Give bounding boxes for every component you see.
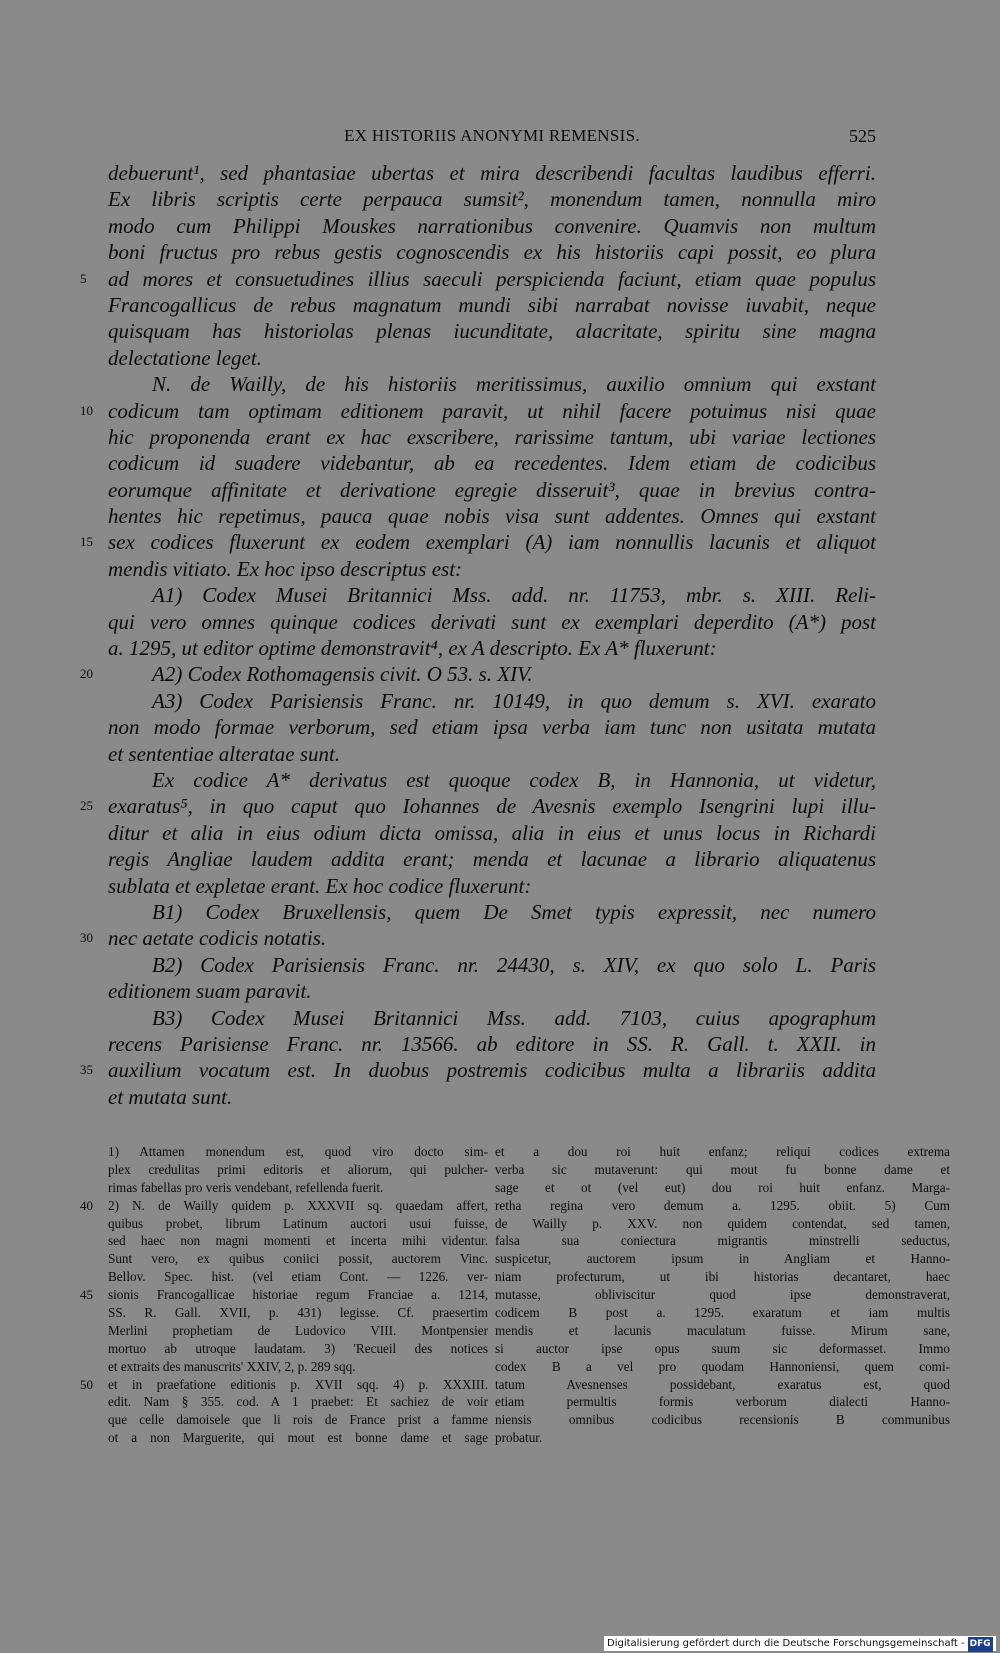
line-text: a. 1295, ut editor optime demonstravit⁴, ex A descripto. Ex A* fluxerunt: — [108, 636, 717, 661]
text-line — [108, 318, 876, 344]
footnote-text: 2) N. de Wailly quidem p. XXXVII sq. quaedam affert, — [108, 1197, 488, 1213]
text-line — [108, 556, 876, 582]
footnote-text: et extraits des manuscrits' XXIV, 2, p. 289 sqq. — [108, 1358, 356, 1374]
footnote-line — [108, 1161, 488, 1179]
line-text: sex codices fluxerunt ex eodem exemplari (A) iam nonnullis lacunis et aliquot — [108, 530, 876, 555]
running-header — [108, 126, 876, 150]
funding-footer — [604, 1636, 996, 1651]
line-text: regis Angliae laudem addita erant; menda et lacunae a librario aliquatenus — [108, 847, 876, 872]
footnote-line: probatur. — [495, 1430, 543, 1446]
text-line — [108, 503, 876, 529]
footnote-line — [108, 1215, 488, 1233]
text-line — [108, 846, 876, 872]
line-number: 10 — [80, 402, 93, 418]
footnote-line — [108, 1268, 488, 1286]
main-text — [80, 160, 876, 1110]
line-number: 40 — [80, 1197, 93, 1213]
footnote-line: mutasse, obliviscitur quod ipse demonstraverat, — [495, 1287, 950, 1303]
text-line — [80, 529, 876, 555]
footnote-text: ot a non Marguerite, qui mout est bonne dame et sage — [108, 1430, 488, 1446]
line-text: codicum id suadere videbantur, ab ea recedentes. Idem etiam de codicibus — [108, 451, 876, 476]
line-text: hentes hic repetimus, pauca quae nobis visa sunt addentes. Omnes qui exstant — [108, 504, 876, 529]
text-line — [108, 952, 876, 978]
text-line — [80, 793, 876, 819]
line-text: eorumque affinitate et derivatione egregie disseruit³, quae in brevius contra- — [108, 477, 876, 502]
footnote-text: Sunt vero, ex quibus coniici possit, auctorem Vinc. — [108, 1251, 488, 1267]
line-text: debuerunt¹, sed phantasiae ubertas et mira describendi facultas laudibus efferri. — [108, 161, 876, 185]
footnote-line: etiam permultis formis verborum dialecti Hanno- — [495, 1394, 950, 1410]
line-text: editionem suam paravit. — [108, 979, 312, 1004]
text-line — [108, 1031, 876, 1057]
footnote-line — [80, 1376, 488, 1394]
line-text: A1) Codex Musei Britannici Mss. add. nr. 11753, mbr. s. XIII. Reli- — [152, 583, 876, 608]
line-number: 50 — [80, 1376, 93, 1392]
line-number: 45 — [80, 1287, 93, 1303]
text-line — [108, 186, 876, 212]
footnote-text: 1) Attamen monendum est, quod viro docto sim- — [108, 1144, 488, 1159]
text-line — [108, 767, 876, 793]
line-text: auxilium vocatum est. In duobus postremis codicibus multa a librariis addita — [108, 1058, 876, 1083]
line-text: N. de Wailly, de his historiis meritissimus, auxilio omnium qui exstant — [152, 372, 876, 397]
footnote-text: que celle damoisele que li rois de France prist a famme — [108, 1412, 488, 1428]
text-line — [108, 873, 876, 899]
footnote-text: et in praefatione editionis p. XVII sqq. 4) p. XXXIII. — [108, 1376, 488, 1392]
footnote-line: si auctor ipse opus suum sic deformasset. Immo — [495, 1340, 950, 1356]
footnote-line: codex B a vel pro quodam Hannoniensi, quem comi- — [495, 1358, 950, 1374]
text-line — [108, 820, 876, 846]
line-text: A2) Codex Rothomagensis civit. O 53. s. XIV. — [152, 662, 533, 687]
line-number: 15 — [80, 534, 93, 550]
text-line — [80, 266, 876, 292]
footnote-line — [80, 1197, 488, 1215]
text-line — [108, 450, 876, 476]
line-text: A3) Codex Parisiensis Franc. nr. 10149, in quo demum s. XVI. exarato — [152, 688, 876, 713]
line-text: B2) Codex Parisiensis Franc. nr. 24430, s. XIV, ex quo solo L. Paris — [152, 952, 876, 977]
text-line — [108, 213, 876, 239]
footnote-line: mendis et lacunis maculatum fuisse. Mirum sane, — [495, 1322, 950, 1338]
line-text: sublata et expletae erant. Ex hoc codice fluxerunt: — [108, 873, 532, 898]
footnote-line: verba sic mutaverunt: qui mout fu bonne dame et — [495, 1161, 950, 1177]
footnote-text: sionis Francogallicae historiae regum Franciae a. 1214, — [108, 1287, 488, 1303]
footer-text: Digitalisierung gefördert durch die Deutsche Forschungsgemeinschaft - — [607, 1638, 965, 1649]
footnote-line — [108, 1411, 488, 1429]
line-text: B1) Codex Bruxellensis, quem De Smet typis expressit, nec numero — [152, 899, 876, 924]
line-text: qui vero omnes quinque codices derivati sunt ex exemplari deperdito (A*) post — [108, 609, 876, 634]
line-text: Ex codice A* derivatus est quoque codex B, in Hannonia, ut videtur, — [152, 767, 876, 792]
line-number: 20 — [80, 666, 93, 682]
dfg-logo: DFG — [968, 1637, 993, 1652]
footnote-line — [108, 1179, 488, 1197]
line-text: non modo formae verborum, sed etiam ipsa verba iam tunc non usitata mutata — [108, 715, 876, 740]
line-text: nec aetate codicis notatis. — [108, 926, 327, 951]
text-line — [108, 635, 876, 661]
footnote-line: retha regina vero demum a. 1295. obiit. 5) Cum — [495, 1197, 950, 1213]
text-line — [108, 160, 876, 186]
line-text: et sententiae alteratae sunt. — [108, 741, 341, 766]
footnote-line — [108, 1304, 488, 1322]
footnotes-right-column — [495, 1143, 950, 1447]
footnotes-left-column — [80, 1143, 488, 1447]
line-text: ad mores et consuetudines illius saeculi perspicienda faciunt, etiam quae populus — [108, 266, 876, 291]
footnote-line: de Wailly p. XXV. non quidem contendat, sed tamen, — [495, 1215, 950, 1231]
footnote-text: edit. Nam § 355. cod. A 1 praebet: Et sachiez de voir — [108, 1394, 488, 1410]
footnote-line: niam profecturum, ut ibi historias decantaret, haec — [495, 1269, 950, 1285]
text-line — [108, 371, 876, 397]
text-line — [108, 741, 876, 767]
footnote-line: et a dou roi huit enfanz; reliqui codices extrema — [495, 1144, 950, 1159]
line-text: hic proponenda erant ex hac exscribere, rarissime tantum, ubi variae lectiones — [108, 424, 876, 449]
footnote-line: tatum Avesnenses possidebant, exaratus est, quod — [495, 1376, 950, 1392]
footnote-text: SS. R. Gall. XVII, p. 431) legisse. Cf. praesertim — [108, 1305, 488, 1321]
line-text: exaratus⁵, in quo caput quo Iohannes de Avesnis exemplo Isengrini lupi illu- — [108, 794, 876, 819]
footnote-text: quibus probet, librum Latinum auctori usui fuisse, — [108, 1215, 488, 1231]
text-line — [108, 1005, 876, 1031]
line-text: delectatione leget. — [108, 345, 262, 370]
text-line — [108, 292, 876, 318]
text-line — [80, 1057, 876, 1083]
page-number: 525 — [849, 126, 876, 146]
footnote-text: Merlini prophetiam de Ludovico VIII. Montpensier — [108, 1322, 488, 1338]
line-text: mendis vitiato. Ex hoc ipso descriptus est: — [108, 556, 463, 581]
footnote-line — [108, 1250, 488, 1268]
footnote-text: mortuo ab utroque laudatam. 3) 'Recueil des notices — [108, 1340, 488, 1356]
text-line — [108, 609, 876, 635]
line-number: 25 — [80, 798, 93, 814]
footnote-line — [108, 1358, 488, 1376]
line-text: codicum tam optimam editionem paravit, ut nihil facere potuimus nisi quae — [108, 398, 876, 423]
footnote-line: codicem B post a. 1295. exaratum et iam multis — [495, 1305, 950, 1321]
footnote-line — [108, 1232, 488, 1250]
line-number: 35 — [80, 1062, 93, 1078]
text-line — [80, 661, 876, 687]
line-text: B3) Codex Musei Britannici Mss. add. 7103, cuius apographum — [152, 1005, 876, 1030]
text-line — [108, 424, 876, 450]
line-text: boni fructus pro rebus gestis cognoscendis ex his historiis capi possit, eo plura — [108, 240, 876, 265]
footnote-text: Bellov. Spec. hist. (vel etiam Cont. — 1226. ver- — [108, 1269, 488, 1285]
line-number: 30 — [80, 930, 93, 946]
line-text: et mutata sunt. — [108, 1084, 233, 1109]
line-text: Ex libris scriptis certe perpauca sumsit², monendum tamen, nonnulla miro — [108, 187, 876, 212]
text-line — [108, 582, 876, 608]
footnote-text: rimas fabellas pro veris vendebant, refellenda fuerit. — [108, 1179, 384, 1195]
running-title: EX HISTORIIS ANONYMI REMENSIS. — [344, 126, 640, 145]
text-line — [108, 477, 876, 503]
footnote-line: suspicetur, auctorem ipsum in Angliam et Hanno- — [495, 1251, 950, 1267]
line-text: recens Parisiense Franc. nr. 13566. ab editore in SS. R. Gall. t. XXII. in — [108, 1031, 876, 1056]
text-line — [80, 398, 876, 424]
footnote-line: sage et ot (vel eut) dou roi huit enfanz. Marga- — [495, 1179, 950, 1195]
footnote-line — [108, 1340, 488, 1358]
footnote-text: plex credulitas primi editoris et aliorum, qui pulcher- — [108, 1161, 488, 1177]
footnote-line: niensis omnibus codicibus recensionis B communibus — [495, 1412, 950, 1428]
footnote-line — [108, 1322, 488, 1340]
footnote-line — [108, 1393, 488, 1411]
text-line — [108, 714, 876, 740]
line-text: modo cum Philippi Mouskes narrationibus convenire. Quamvis non multum — [108, 213, 876, 238]
line-text: ditur et alia in eius odium dicta omissa, alia in eius et unus locus in Richardi — [108, 820, 876, 845]
footnote-text: sed haec non magni momenti et incerta mihi videntur. — [108, 1233, 488, 1249]
footnote-line — [80, 1286, 488, 1304]
text-line — [80, 925, 876, 951]
footnote-line — [108, 1143, 488, 1161]
text-line — [108, 1084, 876, 1110]
text-line — [108, 899, 876, 925]
text-line — [108, 345, 876, 371]
footnote-line: falsa sua coniectura migrantis minstrelli seductus, — [495, 1233, 950, 1249]
line-text: Francogallicus de rebus magnatum mundi sibi narrabat novisse iuvabit, neque — [108, 292, 876, 317]
line-text: quisquam has historiolas plenas iucunditate, alacritate, spiritu sine magna — [108, 319, 876, 344]
text-line — [108, 239, 876, 265]
text-line — [108, 978, 876, 1004]
footnote-line — [108, 1429, 488, 1447]
text-line — [108, 688, 876, 714]
line-number: 5 — [80, 270, 87, 286]
